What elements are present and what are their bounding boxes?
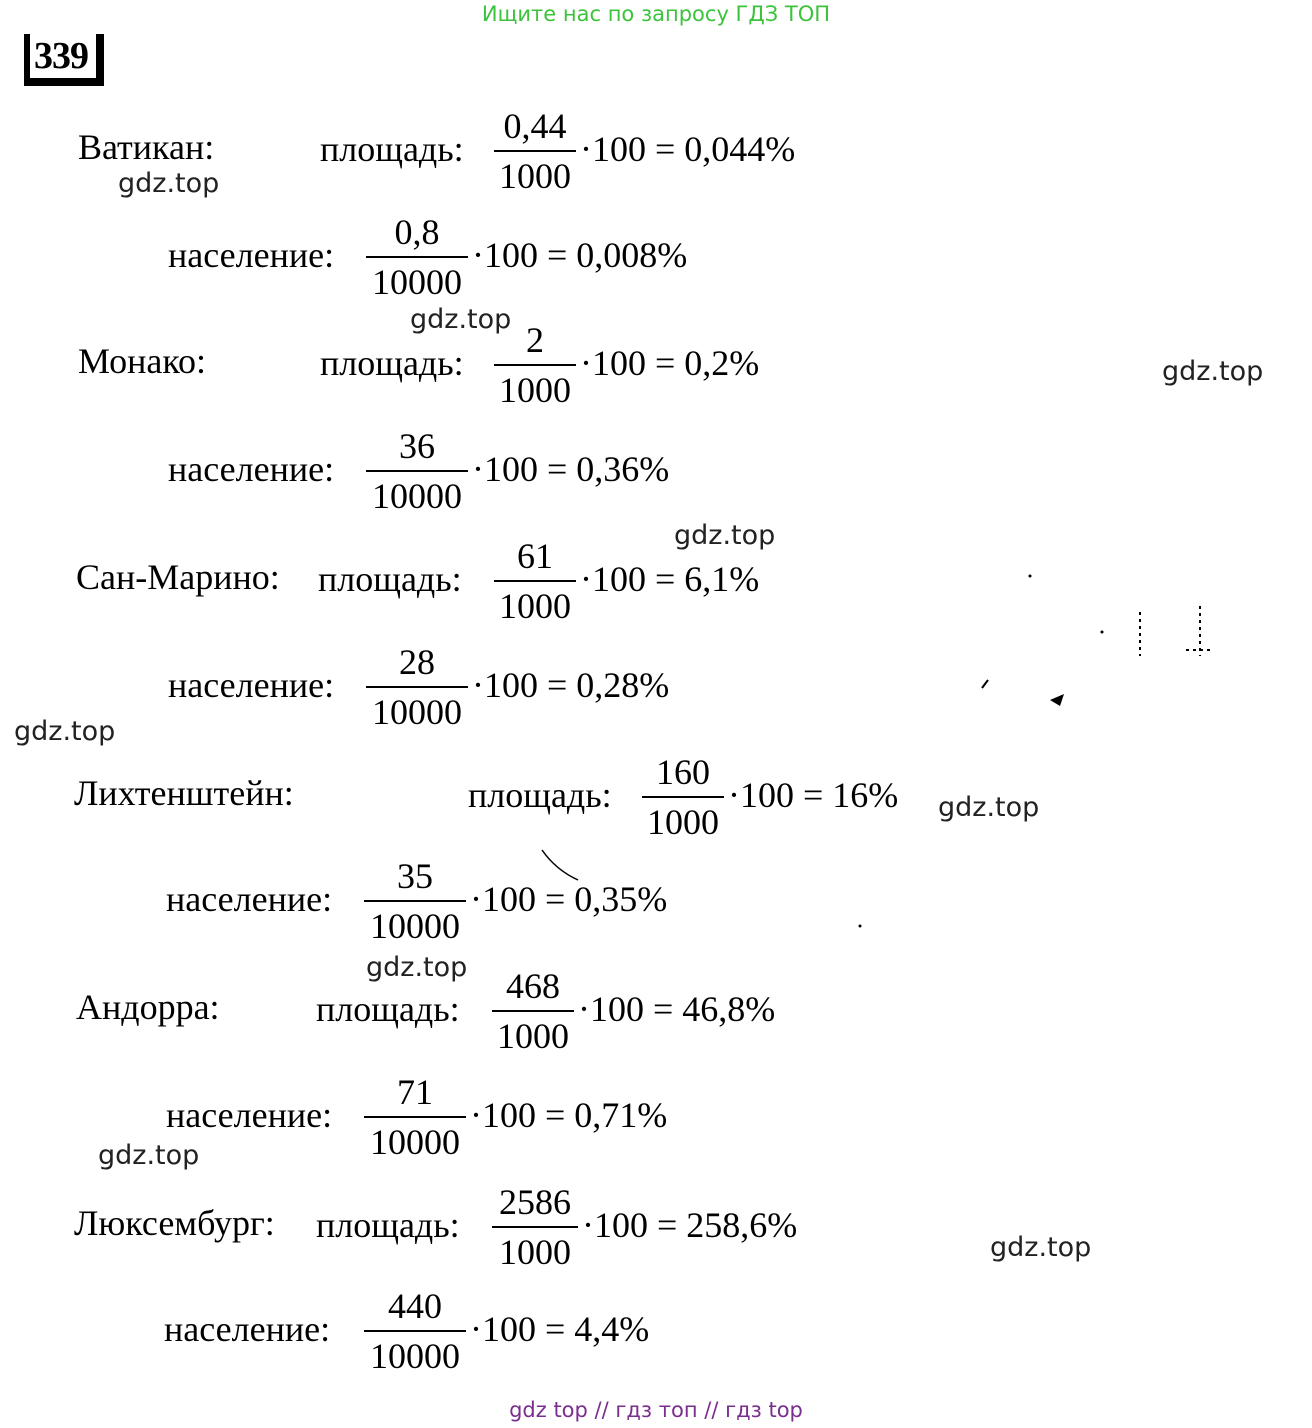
country-label: Лихтенштейн: bbox=[74, 773, 294, 813]
watermark: gdz.top bbox=[14, 716, 116, 747]
numerator: 0,8 bbox=[394, 212, 440, 252]
population-label: население: bbox=[164, 1309, 331, 1349]
watermark: gdz.top bbox=[990, 1232, 1092, 1263]
area-result: ·100 = 258,6% bbox=[582, 1205, 798, 1245]
numerator: 440 bbox=[388, 1286, 442, 1326]
population-label: население: bbox=[168, 665, 335, 705]
denominator: 1000 bbox=[497, 1016, 569, 1056]
area-result: ·100 = 0,2% bbox=[580, 343, 760, 383]
area-result: ·100 = 6,1% bbox=[580, 559, 760, 599]
area-result: ·100 = 46,8% bbox=[578, 989, 776, 1029]
numerator: 61 bbox=[517, 536, 553, 576]
population-label: население: bbox=[166, 879, 333, 919]
denominator: 10000 bbox=[372, 692, 462, 732]
population-result: ·100 = 4,4% bbox=[470, 1309, 650, 1349]
area-label: площадь: bbox=[320, 343, 464, 383]
area-result: ·100 = 16% bbox=[728, 775, 899, 815]
area-label: площадь: bbox=[320, 129, 464, 169]
area-result: ·100 = 0,044% bbox=[580, 129, 796, 169]
country-label: Андорра: bbox=[76, 987, 220, 1027]
country-label: Люксембург: bbox=[74, 1203, 275, 1243]
denominator: 1000 bbox=[499, 1232, 571, 1272]
denominator: 1000 bbox=[499, 156, 571, 196]
population-label: население: bbox=[166, 1095, 333, 1135]
denominator: 1000 bbox=[499, 586, 571, 626]
area-label: площадь: bbox=[316, 989, 460, 1029]
watermark: gdz.top bbox=[938, 792, 1040, 823]
numerator: 28 bbox=[399, 642, 435, 682]
watermark: gdz.top bbox=[1162, 356, 1264, 387]
denominator: 10000 bbox=[370, 906, 460, 946]
denominator: 10000 bbox=[370, 1336, 460, 1376]
denominator: 1000 bbox=[499, 370, 571, 410]
watermark: gdz.top bbox=[674, 520, 776, 551]
footer-watermark: gdz top // гдз топ // гдз top bbox=[509, 1398, 803, 1422]
denominator: 10000 bbox=[370, 1122, 460, 1162]
numerator: 468 bbox=[506, 966, 560, 1006]
denominator: 10000 bbox=[372, 262, 462, 302]
country-label: Ватикан: bbox=[78, 127, 215, 167]
population-result: ·100 = 0,008% bbox=[472, 235, 688, 275]
population-label: население: bbox=[168, 235, 335, 275]
promo-header: Ищите нас по запросу ГДЗ ТОП bbox=[481, 2, 831, 26]
population-result: ·100 = 0,28% bbox=[472, 665, 670, 705]
watermark: gdz.top bbox=[410, 304, 512, 335]
area-label: площадь: bbox=[318, 559, 462, 599]
numerator: 71 bbox=[397, 1072, 433, 1112]
watermark: gdz.top bbox=[98, 1140, 200, 1171]
task-number: 339 bbox=[24, 34, 104, 86]
watermark: gdz.top bbox=[118, 168, 220, 199]
population-result: ·100 = 0,36% bbox=[472, 449, 670, 489]
numerator: 36 bbox=[399, 426, 435, 466]
population-result: ·100 = 0,71% bbox=[470, 1095, 668, 1135]
country-label: Сан-Марино: bbox=[76, 557, 280, 597]
area-label: площадь: bbox=[316, 1205, 460, 1245]
numerator: 35 bbox=[397, 856, 433, 896]
numerator: 2586 bbox=[499, 1182, 571, 1222]
denominator: 10000 bbox=[372, 476, 462, 516]
watermark: gdz.top bbox=[366, 952, 468, 983]
population-label: население: bbox=[168, 449, 335, 489]
numerator: 2 bbox=[526, 320, 544, 360]
numerator: 0,44 bbox=[503, 106, 567, 146]
denominator: 1000 bbox=[647, 802, 719, 842]
population-result: ·100 = 0,35% bbox=[470, 879, 668, 919]
numerator: 160 bbox=[656, 752, 710, 792]
country-label: Монако: bbox=[78, 341, 207, 381]
area-label: площадь: bbox=[468, 775, 612, 815]
